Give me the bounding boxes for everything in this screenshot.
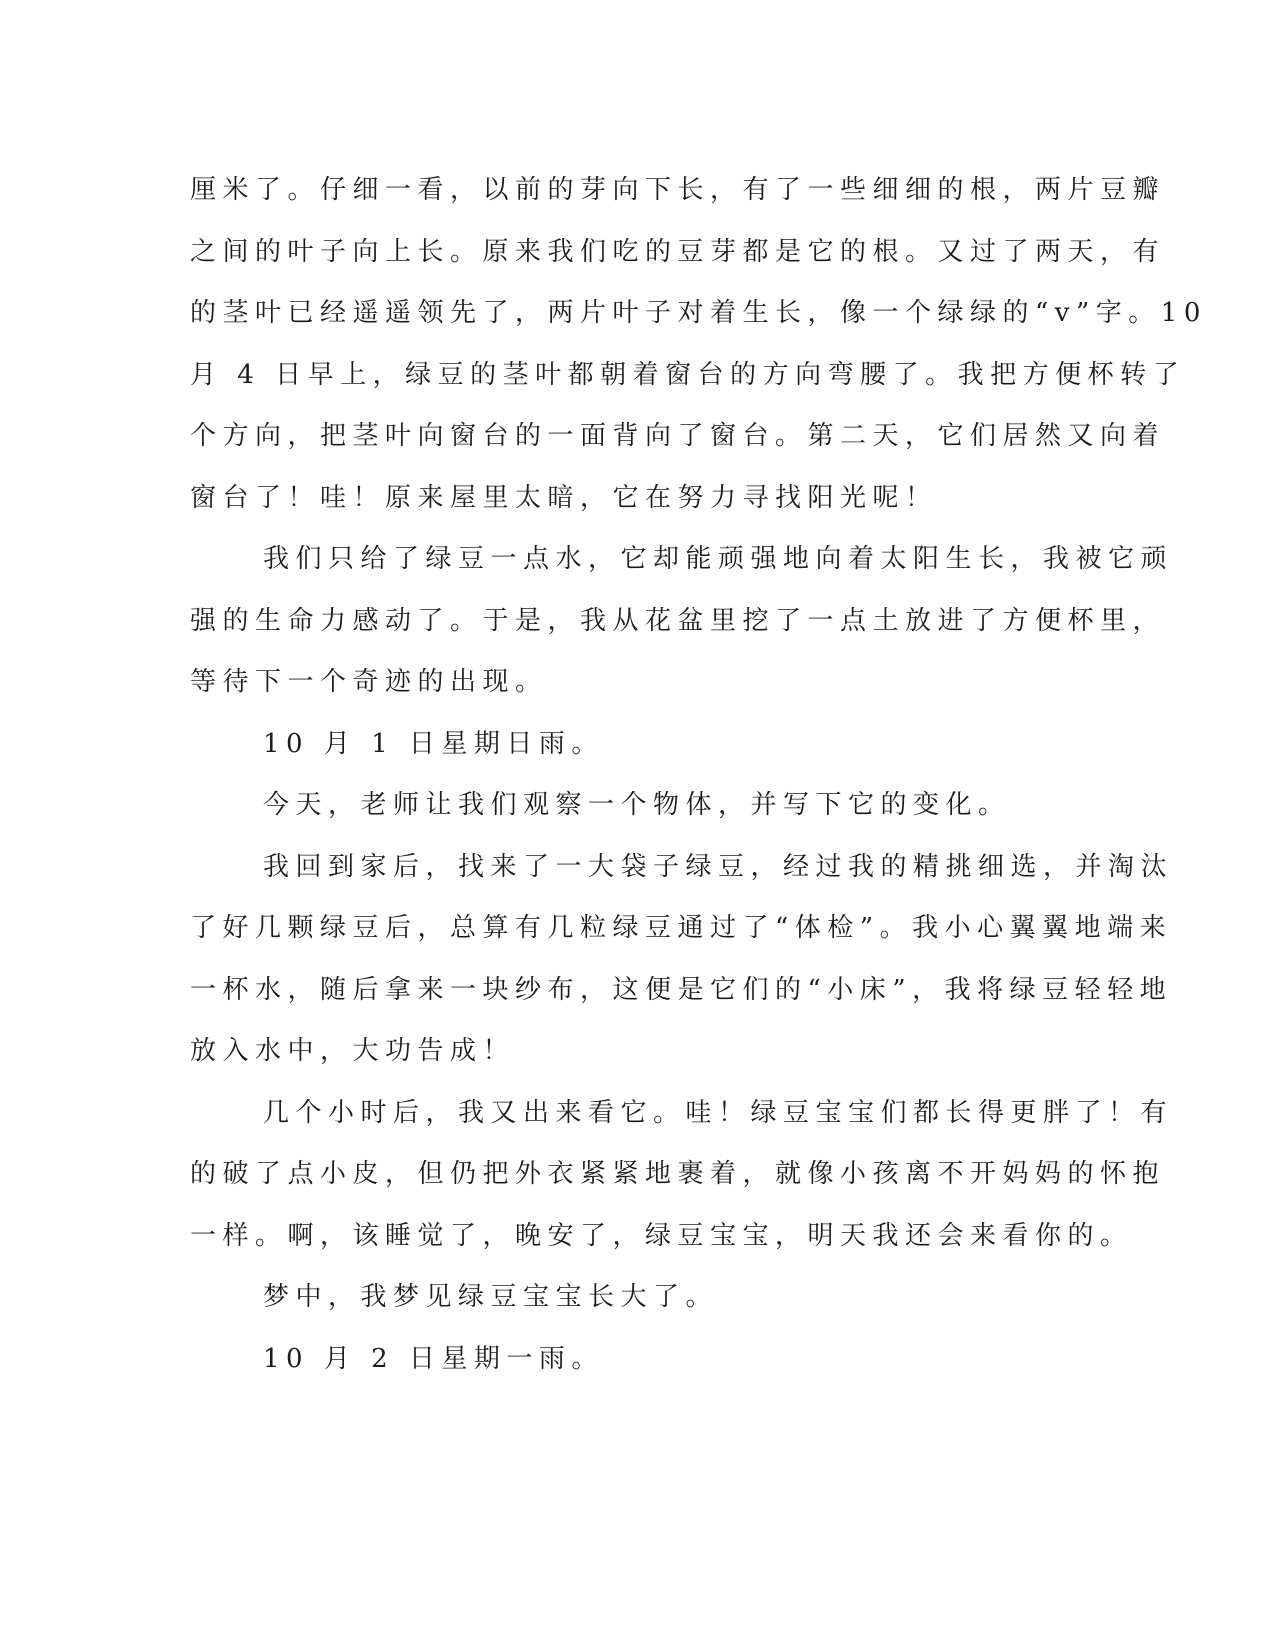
text-line: 了好几颗绿豆后，总算有几粒绿豆通过了“体检”。我小心翼翼地端来 xyxy=(190,913,1173,943)
text-line: 的茎叶已经遥遥领先了，两片叶子对着生长，像一个绿绿的“v”字。10 xyxy=(190,298,1207,328)
text-line: 的破了点小皮，但仍把外衣紧紧地裹着，就像小孩离不开妈妈的怀抱 xyxy=(190,1159,1166,1189)
text-line: 梦中，我梦见绿豆宝宝长大了。 xyxy=(263,1282,719,1312)
text-line: 个方向，把茎叶向窗台的一面背向了窗台。第二天，它们居然又向着 xyxy=(190,421,1166,451)
text-line: 等待下一个奇迹的出现。 xyxy=(190,667,548,697)
text-line: 今天，老师让我们观察一个物体，并写下它的变化。 xyxy=(263,790,1011,820)
text-line: 一杯水，随后拿来一块纱布，这便是它们的“小床”，我将绿豆轻轻地 xyxy=(190,974,1173,1005)
text-line: 一样。啊，该睡觉了，晚安了，绿豆宝宝，明天我还会来看你的。 xyxy=(190,1220,1133,1251)
text-line: 我回到家后，找来了一大袋子绿豆，经过我的精挑细选，并淘汰 xyxy=(263,851,1174,882)
text-line: 我们只给了绿豆一点水，它却能顽强地向着太阳生长，我被它顽 xyxy=(263,544,1174,574)
date-line: 10 月 1 日星期日雨。 xyxy=(263,728,604,759)
text-line: 月 4 日早上，绿豆的茎叶都朝着窗台的方向弯腰了。我把方便杯转了 xyxy=(190,359,1186,390)
text-line: 之间的叶子向上长。原来我们吃的豆芽都是它的根。又过了两天，有 xyxy=(190,236,1166,267)
text-line: 窗台了！哇！原来屋里太暗，它在努力寻找阳光呢！ xyxy=(190,482,938,513)
text-line: 强的生命力感动了。于是，我从花盆里挖了一点土放进了方便杯里， xyxy=(190,605,1166,636)
document-body xyxy=(190,160,1207,1390)
date-line: 10 月 2 日星期一雨。 xyxy=(263,1343,604,1374)
text-line: 放入水中，大功告成！ xyxy=(190,1036,516,1066)
text-line: 厘米了。仔细一看，以前的芽向下长，有了一些细细的根，两片豆瓣 xyxy=(190,175,1166,205)
text-line: 几个小时后，我又出来看它。哇！绿豆宝宝们都长得更胖了！有 xyxy=(263,1097,1174,1128)
